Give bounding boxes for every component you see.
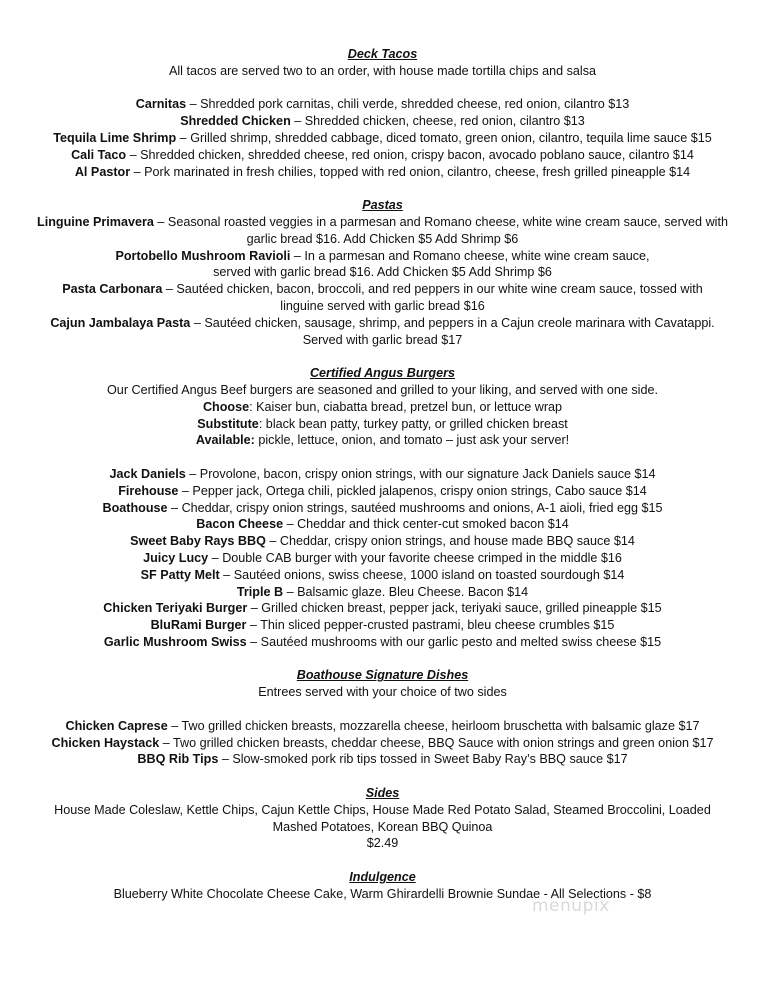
item-name: BBQ Rib Tips (137, 752, 219, 767)
item-name: Linguine Primavera (37, 214, 154, 229)
menu-item (0, 281, 765, 298)
item-name: Chicken Caprese (65, 718, 168, 733)
item-name: Jack Daniels (109, 466, 186, 481)
item-name: Carnitas (135, 97, 187, 112)
item-name: Juicy Lucy (143, 550, 209, 565)
menu-item (0, 600, 765, 617)
indulgence-list: Blueberry White Chocolate Cheese Cake, Warm Ghirardelli Brownie Sundae - All Selections - $8 (113, 886, 652, 901)
item-name: Garlic Mushroom Swiss (103, 634, 247, 649)
menu-item (0, 550, 765, 567)
item-name: Chicken Haystack (51, 735, 160, 750)
item-desc: – Grilled shrimp, shredded cabbage, diced tomato, green onion, cilantro, tequila lime sauce $15 (176, 130, 712, 145)
item-name: Bacon Cheese (196, 517, 284, 532)
item-desc: – In a parmesan and Romano cheese, white wine cream sauce, (290, 248, 650, 263)
item-name: BluRami Burger (150, 618, 247, 633)
menu-item (0, 516, 765, 533)
item-name: Sweet Baby Rays BBQ (130, 534, 266, 549)
menu-item (0, 567, 765, 584)
section-title-tacos: Deck Tacos (347, 47, 418, 61)
item-name: SF Patty Melt (140, 567, 220, 582)
item-name: Triple B (236, 584, 284, 599)
item-desc: – Sautéed chicken, sausage, shrimp, and peppers in a Cajun creole marinara with Cavatappi. (190, 315, 715, 330)
item-name: Pasta Carbonara (62, 282, 163, 297)
item-desc: – Double CAB burger with your favorite cheese crimped in the middle $16 (208, 550, 622, 565)
item-name: Firehouse (118, 483, 179, 498)
tacos-intro: All tacos are served two to an order, with house made tortilla chips and salsa (168, 63, 596, 78)
option-label: Substitute (197, 416, 259, 431)
item-desc: – Sautéed chicken, bacon, broccoli, and red peppers in our white wine cream sauce, tossed with (162, 282, 703, 297)
sides-list: House Made Coleslaw, Kettle Chips, Cajun Kettle Chips, House Made Red Potato Salad, Steamed Broccolini, Loaded (54, 802, 711, 817)
item-desc: – Slow-smoked pork rib tips tossed in Sweet Baby Ray’s BBQ sauce $17 (218, 752, 628, 767)
item-name: Cali Taco (71, 147, 127, 162)
menu-item (0, 634, 765, 651)
item-desc: – Two grilled chicken breasts, mozzarella cheese, heirloom bruschetta with balsamic glaze $17 (167, 718, 700, 733)
item-desc-cont: Served with garlic bread $17 (302, 332, 463, 347)
item-desc: – Pork marinated in fresh chilies, topped with red onion, cilantro, cheese, fresh grilled pineapple $14 (130, 164, 691, 179)
item-desc: – Cheddar, crispy onion strings, and house made BBQ sauce $14 (265, 534, 635, 549)
option-text: : Kaiser bun, ciabatta bread, pretzel bun, or lettuce wrap (249, 399, 563, 414)
item-name: Chicken Teriyaki Burger (103, 601, 248, 616)
burger-option (0, 432, 765, 449)
option-label: Available: (195, 433, 255, 448)
section-title-burgers: Certified Angus Burgers (309, 366, 456, 381)
item-desc: – Two grilled chicken breasts, cheddar cheese, BBQ Sauce with onion strings and green onion $17 (159, 735, 714, 750)
option-label: Choose (202, 399, 250, 414)
burger-option (0, 399, 765, 416)
menu-item (0, 751, 765, 768)
menu-item (0, 130, 765, 147)
burger-option (0, 416, 765, 433)
option-text: : black bean patty, turkey patty, or grilled chicken breast (258, 416, 568, 431)
menu-item (0, 533, 765, 550)
menu-item (0, 164, 765, 181)
item-desc: – Shredded chicken, cheese, red onion, cilantro $13 (290, 114, 585, 129)
item-desc: – Thin sliced pepper-crusted pastrami, bleu cheese crumbles $15 (246, 618, 615, 633)
item-name: Boathouse (102, 500, 168, 515)
menu-item (0, 617, 765, 634)
item-desc-cont: garlic bread $16. Add Chicken $5 Add Shrimp $6 (246, 231, 519, 246)
item-name: Shredded Chicken (180, 114, 291, 129)
menu-item (0, 466, 765, 483)
item-name: Portobello Mushroom Ravioli (115, 248, 291, 263)
burgers-intro: Our Certified Angus Beef burgers are seasoned and grilled to your liking, and served with one side. (107, 382, 658, 397)
menu-item (0, 718, 765, 735)
signature-intro: Entrees served with your choice of two sides (258, 685, 507, 700)
menu-item (0, 315, 765, 332)
menu-page (0, 46, 765, 903)
item-name: Cajun Jambalaya Pasta (50, 315, 191, 330)
menu-item (0, 500, 765, 517)
item-desc: – Cheddar and thick center-cut smoked bacon $14 (283, 517, 569, 532)
menu-item (0, 248, 765, 265)
item-desc: – Seasonal roasted veggies in a parmesan and Romano cheese, white wine cream sauce, served with (153, 214, 728, 229)
menu-item (0, 483, 765, 500)
item-desc: – Cheddar, crispy onion strings, sautéed mushrooms and onions, A-1 aioli, fried egg $15 (167, 500, 663, 515)
section-title-sides: Sides (365, 786, 400, 801)
menu-item (0, 113, 765, 130)
option-text: pickle, lettuce, onion, and tomato – just ask your server! (254, 433, 570, 448)
item-desc: – Shredded chicken, shredded cheese, red onion, crispy bacon, avocado poblano sauce, cilantro $14 (126, 147, 694, 162)
item-desc: – Shredded pork carnitas, chili verde, shredded cheese, red onion, cilantro $13 (186, 97, 630, 112)
item-desc: – Balsamic glaze. Bleu Cheese. Bacon $14 (283, 584, 529, 599)
section-title-indulgence: Indulgence (349, 870, 416, 885)
item-desc: – Sautéed onions, swiss cheese, 1000 island on toasted sourdough $14 (219, 567, 625, 582)
menu-item (0, 214, 765, 231)
section-title-signature: Boathouse Signature Dishes (296, 668, 469, 683)
item-desc: – Sautéed mushrooms with our garlic pesto and melted swiss cheese $15 (246, 634, 662, 649)
watermark: menupix (532, 896, 610, 916)
section-title-pastas: Pastas (362, 198, 403, 213)
sides-price: $2.49 (366, 836, 399, 851)
menu-item (0, 584, 765, 601)
item-desc-cont: served with garlic bread $16. Add Chicken $5 Add Shrimp $6 (213, 265, 552, 280)
menu-item (0, 96, 765, 113)
item-desc-cont: linguine served with garlic bread $16 (280, 298, 485, 313)
item-desc: – Provolone, bacon, crispy onion strings, with our signature Jack Daniels sauce $14 (185, 466, 656, 481)
menu-item (0, 147, 765, 164)
item-desc: – Grilled chicken breast, pepper jack, teriyaki sauce, grilled pineapple $15 (247, 601, 662, 616)
item-name: Tequila Lime Shrimp (53, 130, 177, 145)
menu-item (0, 735, 765, 752)
sides-list-cont: Mashed Potatoes, Korean BBQ Quinoa (272, 819, 493, 834)
item-desc: – Pepper jack, Ortega chili, pickled jalapenos, crispy onion strings, Cabo sauce $14 (178, 483, 647, 498)
item-name: Al Pastor (74, 164, 131, 179)
